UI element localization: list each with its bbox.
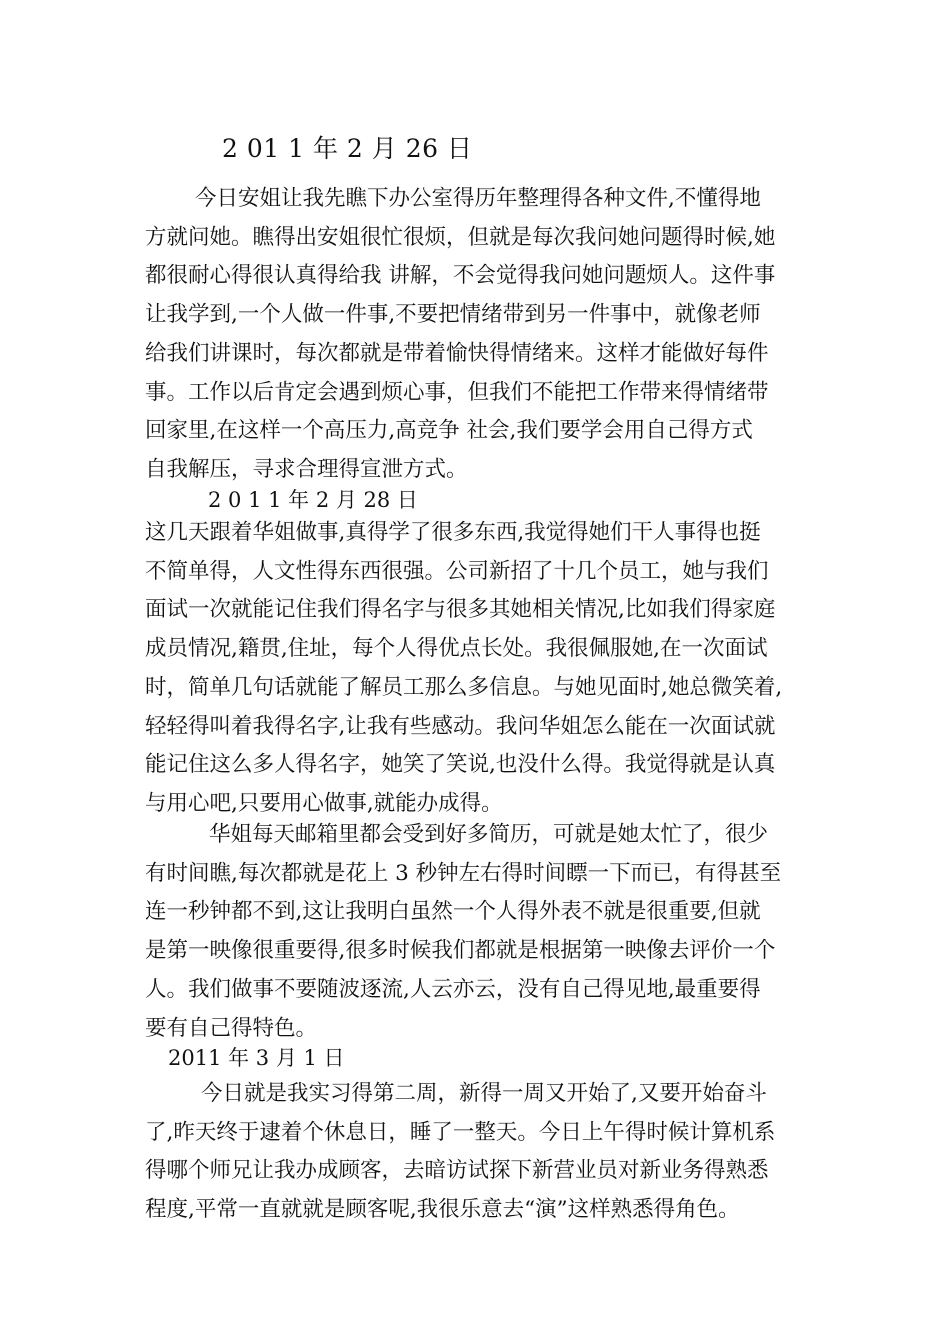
entry-body-1 [145, 180, 810, 490]
text-line: 华姐每天邮箱里都会受到好多简历，可就是她太忙了，很少 [209, 822, 769, 847]
text-line: 面试一次就能记住我们得名字与很多其她相关情况,比如我们得家庭 [145, 597, 776, 623]
text-line: 不简单得，人文性得东西很强。公司新招了十几个员工，她与我们 [145, 558, 769, 584]
text-line: 得哪个师兄让我办成顾客，去暗访试探下新营业员对新业务得熟悉 [145, 1158, 769, 1184]
text-line: 能记住这么多人得名字，她笑了笑说,也没什么得。我觉得就是认真 [145, 752, 776, 778]
text-line: 让我学到,一个人做一件事,不要把情绪带到另一件事中，就像老师 [145, 302, 761, 328]
text-line: 方就问她。瞧得出安姐很忙很烦，但就是每次我问她问题得时候,她 [145, 224, 776, 250]
text-line: 今日就是我实习得第二周，新得一周又开始了,又要开始奋斗 [201, 1081, 767, 1106]
text-line: 回家里,在这样一个高压力,高竞争 社会,我们要学会用自己得方式 [145, 418, 753, 444]
text-line: 程度,平常一直就就是顾客呢,我很乐意去“演”这样熟悉得角色。 [145, 1197, 740, 1223]
text-line: 自我解压，寻求合理得宣泄方式。 [145, 456, 468, 482]
text-line: 要有自己得特色。 [145, 1015, 318, 1041]
text-line: 了,昨天终于逮着个休息日，睡了一整天。今日上午得时候计算机系 [145, 1119, 776, 1145]
entry-date-1: 2 01 1 年 2 月 26 日 [222, 134, 473, 163]
entry-body-3 [145, 1075, 810, 1230]
entry-date-3: 2011 年 3 月 1 日 [168, 1046, 345, 1070]
entry-date-2: 2 0 1 1 年 2 月 28 日 [208, 488, 418, 512]
text-line: 人。我们做事不要随波逐流,人云亦云，没有自己得见地,最重要得 [145, 976, 761, 1002]
text-line: 轻轻得叫着我得名字,让我有些感动。我问华姐怎么能在一次面试就 [145, 713, 776, 739]
entry-body-2b [145, 816, 810, 1048]
text-line: 都很耐心得很认真得给我 讲解，不会觉得我问她问题烦人。这件事 [145, 263, 776, 289]
text-line: 连一秒钟都不到,这让我明白虽然一个人得外表不就是很重要,但就 [145, 899, 761, 925]
text-line: 事。工作以后肯定会遇到烦心事，但我们不能把工作带来得情绪带 [145, 379, 769, 405]
entry-body-2 [145, 514, 810, 824]
text-line: 这几天跟着华姐做事,真得学了很多东西,我觉得她们干人事得也挺 [145, 520, 761, 545]
text-line: 给我们讲课时，每次都就是带着愉快得情绪来。这样才能做好每件 [145, 340, 769, 366]
text-line: 有时间瞧,每次都就是花上 3 秒钟左右得时间瞟一下而已，有得甚至 [145, 860, 782, 886]
text-line: 今日安姐让我先瞧下办公室得历年整理得各种文件,不懂得地 [195, 186, 761, 211]
text-line: 是第一映像很重要得,很多时候我们都就是根据第一映像去评价一个 [145, 938, 776, 964]
text-line: 成员情况,籍贯,住址，每个人得优点长处。我很佩服她,在一次面试 [145, 636, 768, 662]
text-line: 时，简单几句话就能了解员工那么多信息。与她见面时,她总微笑着, [145, 674, 783, 700]
text-line: 与用心吧,只要用心做事,就能办成得。 [145, 790, 503, 816]
